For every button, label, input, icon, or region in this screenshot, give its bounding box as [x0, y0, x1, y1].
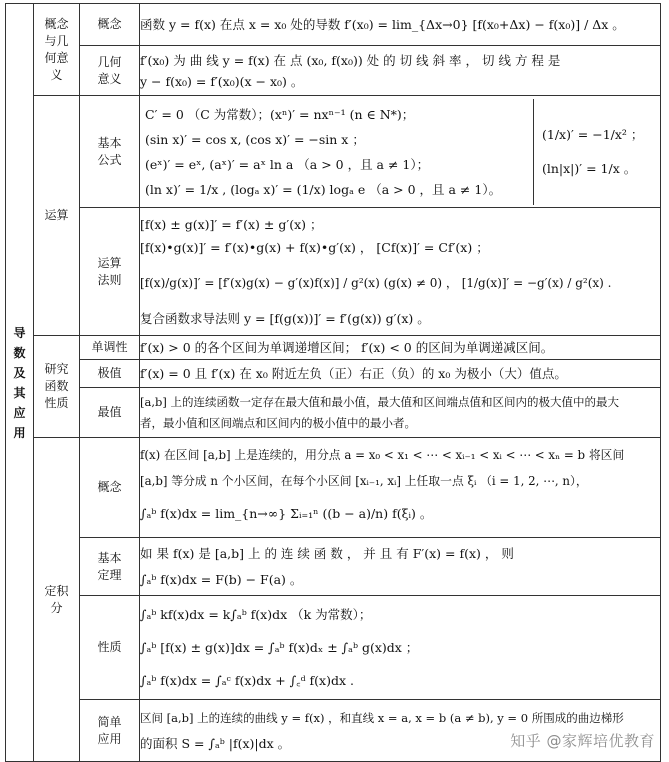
geometric-line-1: f′(x₀) 为 曲 线 y = f(x) 在 点 (x₀, f(x₀)) 处 的 切 线 斜 率 ， 切 线 方 程 是: [140, 52, 561, 68]
content-basic-formulas: [140, 96, 661, 208]
rule-chain: 复合函数求导法则 y = [f(g(x))]′ = f′(g(x)) g′(x) 。: [140, 311, 430, 326]
formula-line-3: (eˣ)′ = eˣ, (aˣ)′ = aˣ ln a （a > 0 ，且 a ≠ 1）；: [145, 156, 430, 172]
content-integral-concept: [140, 438, 661, 538]
label-extremum-cell: [80, 360, 140, 388]
formula-sheet: [5, 3, 661, 757]
row-max-min: [6, 388, 661, 438]
property-sum: ∫ₐᵇ [f(x) ± g(x)]dx = ∫ₐᵇ f(x)dₓ ± ∫ₐᵇ g(x)dx ；: [140, 640, 419, 655]
row-monotonic: [6, 336, 661, 360]
group-study-label: 研究函数性质: [44, 362, 69, 410]
rule-product: [f(x)•g(x)]′ = f′(x)•g(x) + f(x)•g′(x) ， [Cf(x)]′ = Cf′(x) ；: [140, 240, 489, 255]
formula-line-2: (sin x)′ = cos x, (cos x)′ = −sin x ；: [145, 131, 365, 147]
content-max-min: [140, 388, 661, 438]
group-integral-cell: [34, 438, 80, 762]
main-heading-cell: [6, 4, 34, 762]
label-concept: 概念: [97, 17, 122, 31]
content-monotonic: [140, 336, 661, 360]
label-max-min: 最值: [97, 405, 122, 419]
formula-reciprocal: (1/x)′ = −1/x² ；: [542, 126, 644, 142]
label-extremum: 极值: [97, 366, 122, 380]
formula-line-1: C′ = 0 （C 为常数）；(xⁿ)′ = nxⁿ⁻¹ (n ∈ N*)；: [145, 106, 415, 122]
concept-definition: 函数 y = f(x) 在点 x = x₀ 处的导数 f′(x₀) = lim_{Δx→0} [f(x₀+Δx) − f(x₀)] / Δx 。: [140, 17, 625, 32]
geometric-line-2: y − f(x₀) = f′(x₀)(x − x₀) 。: [140, 73, 304, 89]
fundamental-line-1: 如 果 f(x) 是 [a,b] 上 的 连 续 函 数 ， 并 且 有 F′(x) = f(x) ， 则: [140, 545, 514, 561]
basic-formulas-split: [145, 99, 660, 205]
label-basic-formulas: 基本公式: [97, 135, 122, 167]
content-extremum: [140, 360, 661, 388]
content-fundamental: [140, 538, 661, 596]
label-concept-cell: [80, 4, 140, 46]
label-geometric-cell: [80, 46, 140, 96]
max-min-line-1: [a,b] 上的连续函数一定存在最大值和最小值，最大值和区间端点值和区间内的极大值中的最大: [140, 394, 619, 409]
label-fundamental-cell: [80, 538, 140, 596]
rule-sum: [f(x) ± g(x)]′ = f′(x) ± g′(x) ；: [140, 217, 323, 232]
label-integral-concept-cell: [80, 438, 140, 538]
integral-concept-line-3: ∫ₐᵇ f(x)dx = lim_{n→∞} Σᵢ₌₁ⁿ ((b − a)/n) f(ξᵢ) 。: [140, 505, 433, 521]
row-concept: [6, 4, 661, 46]
rule-quotient: [f(x)/g(x)]′ = [f′(x)g(x) − g′(x)f(x)] / g²(x) (g(x) ≠ 0) ， [1/g(x)]′ = −g′(x) / g²(x) .: [140, 276, 612, 290]
row-fundamental-theorem: [6, 538, 661, 596]
monotonic-text: f′(x) > 0 的各个区间为单调递增区间； f′(x) < 0 的区间为单调递减区间。: [140, 340, 554, 355]
label-geometric: 几何意义: [97, 54, 122, 86]
group-concept-cell: [34, 4, 80, 96]
fundamental-line-2: ∫ₐᵇ f(x)dx = F(b) − F(a) 。: [140, 571, 303, 587]
label-properties-cell: [80, 596, 140, 700]
group-operations-label: 运算: [44, 208, 69, 222]
group-concept-label: 概念与几何意义: [44, 16, 69, 82]
row-extremum: [6, 360, 661, 388]
content-properties: [140, 596, 661, 700]
extremum-text: f′(x) = 0 且 f′(x) 在 x₀ 附近左负（正）右正（负）的 x₀ 为极小（大）值点。: [140, 366, 567, 381]
calculus-summary-table: [5, 3, 661, 762]
label-integral-concept: 概念: [97, 480, 122, 494]
max-min-line-2: 者，最小值和区间端点和区间内的极小值中的最小者。: [140, 415, 416, 430]
integral-concept-line-2: [a,b] 等分成 n 个小区间，在每个小区间 [xᵢ₋₁, xᵢ] 上任取一点 ξᵢ （i = 1, 2, ⋯, n），: [140, 473, 588, 488]
label-rules-cell: [80, 208, 140, 336]
row-rules: [6, 208, 661, 336]
row-basic-formulas: [6, 96, 661, 208]
label-monotonic: 单调性: [91, 340, 128, 354]
formula-ln-abs: (ln|x|)′ = 1/x 。: [542, 160, 637, 176]
integral-concept-line-1: f(x) 在区间 [a,b] 上是连续的，用分点 a = x₀ < x₁ < ⋯ < xᵢ₋₁ < xᵢ < ⋯ < xₙ = b 将区间: [140, 447, 625, 462]
watermark: 知乎 @家辉培优教育: [510, 732, 655, 750]
main-heading: 导数及其应用: [13, 325, 26, 440]
group-integral-label: 定积分: [44, 583, 69, 615]
label-fundamental: 基本定理: [97, 550, 122, 582]
row-integral-concept: [6, 438, 661, 538]
label-properties: 性质: [97, 640, 122, 654]
group-operations-cell: [34, 96, 80, 336]
row-properties: [6, 596, 661, 700]
label-basic-formulas-cell: [80, 96, 140, 208]
label-monotonic-cell: [80, 336, 140, 360]
label-rules: 运算法则: [97, 255, 122, 287]
property-linearity: ∫ₐᵇ kf(x)dx = k∫ₐᵇ f(x)dx （k 为常数）；: [140, 607, 372, 622]
label-application: 简单应用: [97, 714, 122, 746]
label-application-cell: [80, 700, 140, 762]
application-line-1: 区间 [a,b] 上的连续的曲线 y = f(x) ，和直线 x = a, x = b (a ≠ b), y = 0 所围成的曲边梯形: [140, 710, 624, 725]
basic-formulas-left: [145, 99, 533, 205]
content-geometric: [140, 46, 661, 96]
formula-line-4: (ln x)′ = 1/x , (logₐ x)′ = (1/x) logₐ e （a > 0 ，且 a ≠ 1）。: [145, 181, 502, 197]
content-concept: [140, 4, 661, 46]
group-study-cell: [34, 336, 80, 438]
label-max-min-cell: [80, 388, 140, 438]
row-geometric: [6, 46, 661, 96]
application-line-2: 的面积 S = ∫ₐᵇ |f(x)|dx 。: [140, 735, 291, 751]
property-additivity: ∫ₐᵇ f(x)dx = ∫ₐᶜ f(x)dx + ∫꜀ᵈ f(x)dx .: [140, 673, 354, 688]
basic-formulas-right: [533, 99, 660, 205]
content-rules: [140, 208, 661, 336]
